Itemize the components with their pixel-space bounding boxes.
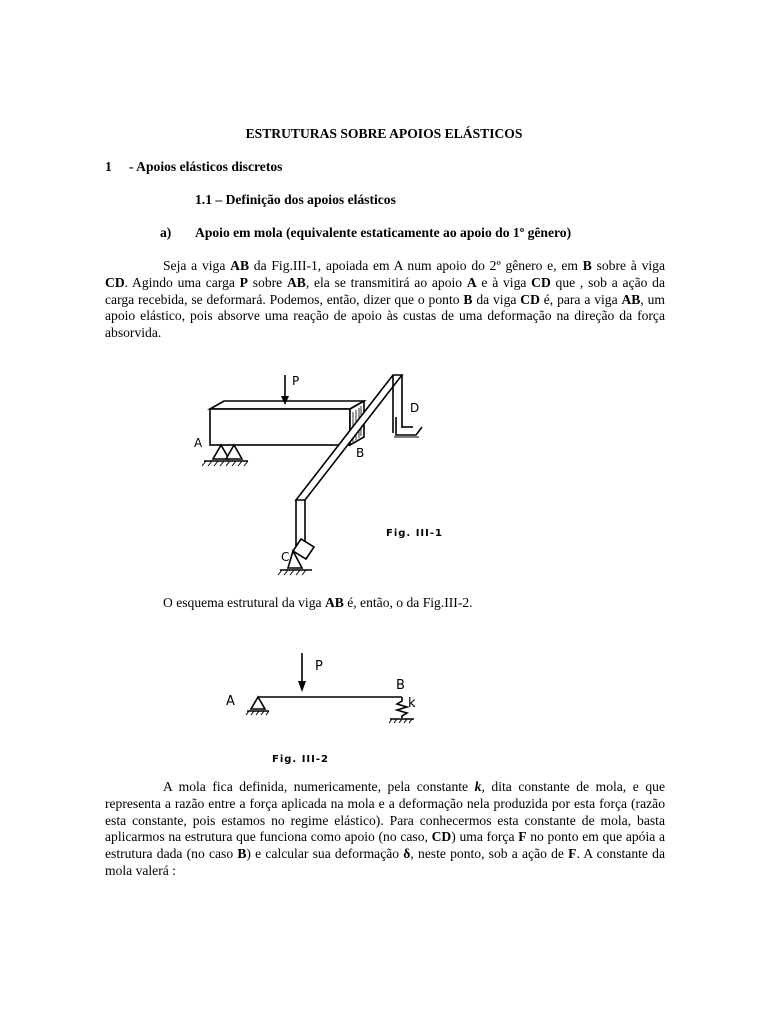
fig1-caption: Fig. III-1 <box>386 528 443 539</box>
text-run: . Agindo uma carga <box>124 274 240 290</box>
paragraph-3 <box>105 779 665 880</box>
bold-term: CD <box>431 829 452 845</box>
fig1-label-b: B <box>356 446 365 460</box>
text-run: ) uma força <box>451 829 519 845</box>
bold-term: AB <box>621 291 641 307</box>
bold-term: A <box>466 274 477 290</box>
text-run: ) e calcular sua deformação <box>246 846 404 862</box>
paragraph-2 <box>105 595 665 612</box>
page-title: ESTRUTURAS SOBRE APOIOS ELÁSTICOS <box>245 126 523 141</box>
text-run: Seja a viga <box>163 258 231 273</box>
figure-iii-2 <box>220 645 440 770</box>
bold-term: F <box>518 829 527 845</box>
text-run: , neste ponto, sob a ação de <box>410 846 569 862</box>
fig2-label-p: P <box>315 659 323 674</box>
subsection-heading: 1.1 – Definição dos apoios elásticos <box>195 192 396 207</box>
bold-term: CD <box>531 274 551 290</box>
fig1-label-p: P <box>292 374 300 388</box>
fig2-label-b: B <box>396 678 405 693</box>
text-run: é, então, o da Fig.III-2. <box>343 595 473 610</box>
text-run: , ela se transmitirá ao apoio <box>305 274 467 290</box>
bold-term: P <box>239 274 248 290</box>
section-heading: - Apoios elásticos discretos <box>129 159 283 174</box>
fig1-label-a: A <box>194 436 203 450</box>
paragraph-1 <box>105 258 665 342</box>
text-run: e à viga <box>476 274 532 290</box>
fig2-label-k: k <box>408 696 416 711</box>
text-run: sobre <box>247 274 287 290</box>
text-run: da viga <box>472 291 521 307</box>
fig2-caption: Fig. III-2 <box>272 754 329 765</box>
text-run: da Fig.III-1, apoiada em A num apoio do 2º gênero e, em <box>249 258 583 273</box>
bold-term: CD <box>520 291 540 307</box>
bold-term: AB <box>286 274 306 290</box>
bold-term: AB <box>324 595 344 610</box>
bold-term: CD <box>105 274 125 290</box>
text-run: no ponto em que apóia a estrutura dada (no caso <box>105 829 666 862</box>
text-run: , dita constante de mola, e que representa a razão entre a força aplicada na mola e a deformação nela produzida por esta força (razão esta constante, pois estamos no regime elástico). Para conhecermos esta constante de mola, basta aplicarmos na estrutura que funciona como apoio (no caso, <box>105 779 665 845</box>
bold-term: B <box>582 258 592 273</box>
item-heading: Apoio em mola (equivalente estaticamente ao apoio do 1º gênero) <box>195 225 572 240</box>
fig2-label-a: A <box>226 694 235 709</box>
text-run: , um apoio elástico, pois absorve uma reação de apoio às custas de uma deformação na direção da força absorvida. <box>105 291 665 341</box>
text-run: sobre à viga <box>591 258 665 273</box>
bold-term: B <box>463 291 473 307</box>
text-run: que , sob a ação da carga recebida, se deformará. Podemos, então, dizer que o ponto <box>105 274 665 307</box>
text-run: O esquema estrutural da viga <box>163 595 325 610</box>
item-letter: a) <box>160 225 172 240</box>
text-run: . A constante da mola valerá : <box>105 846 665 878</box>
text-run: A mola fica definida, numericamente, pela constante <box>163 779 475 794</box>
bold-term: B <box>237 846 247 862</box>
bold-term: AB <box>230 258 250 273</box>
text-run: é, para a viga <box>539 291 622 307</box>
bold-term: δ <box>403 846 411 862</box>
fig1-label-c: C <box>281 550 290 564</box>
figure-iii-1 <box>190 365 450 580</box>
section-number: 1 <box>105 159 112 174</box>
fig1-label-d: D <box>410 401 420 415</box>
bold-italic-term: k <box>474 779 482 794</box>
bold-term: F <box>568 846 577 862</box>
